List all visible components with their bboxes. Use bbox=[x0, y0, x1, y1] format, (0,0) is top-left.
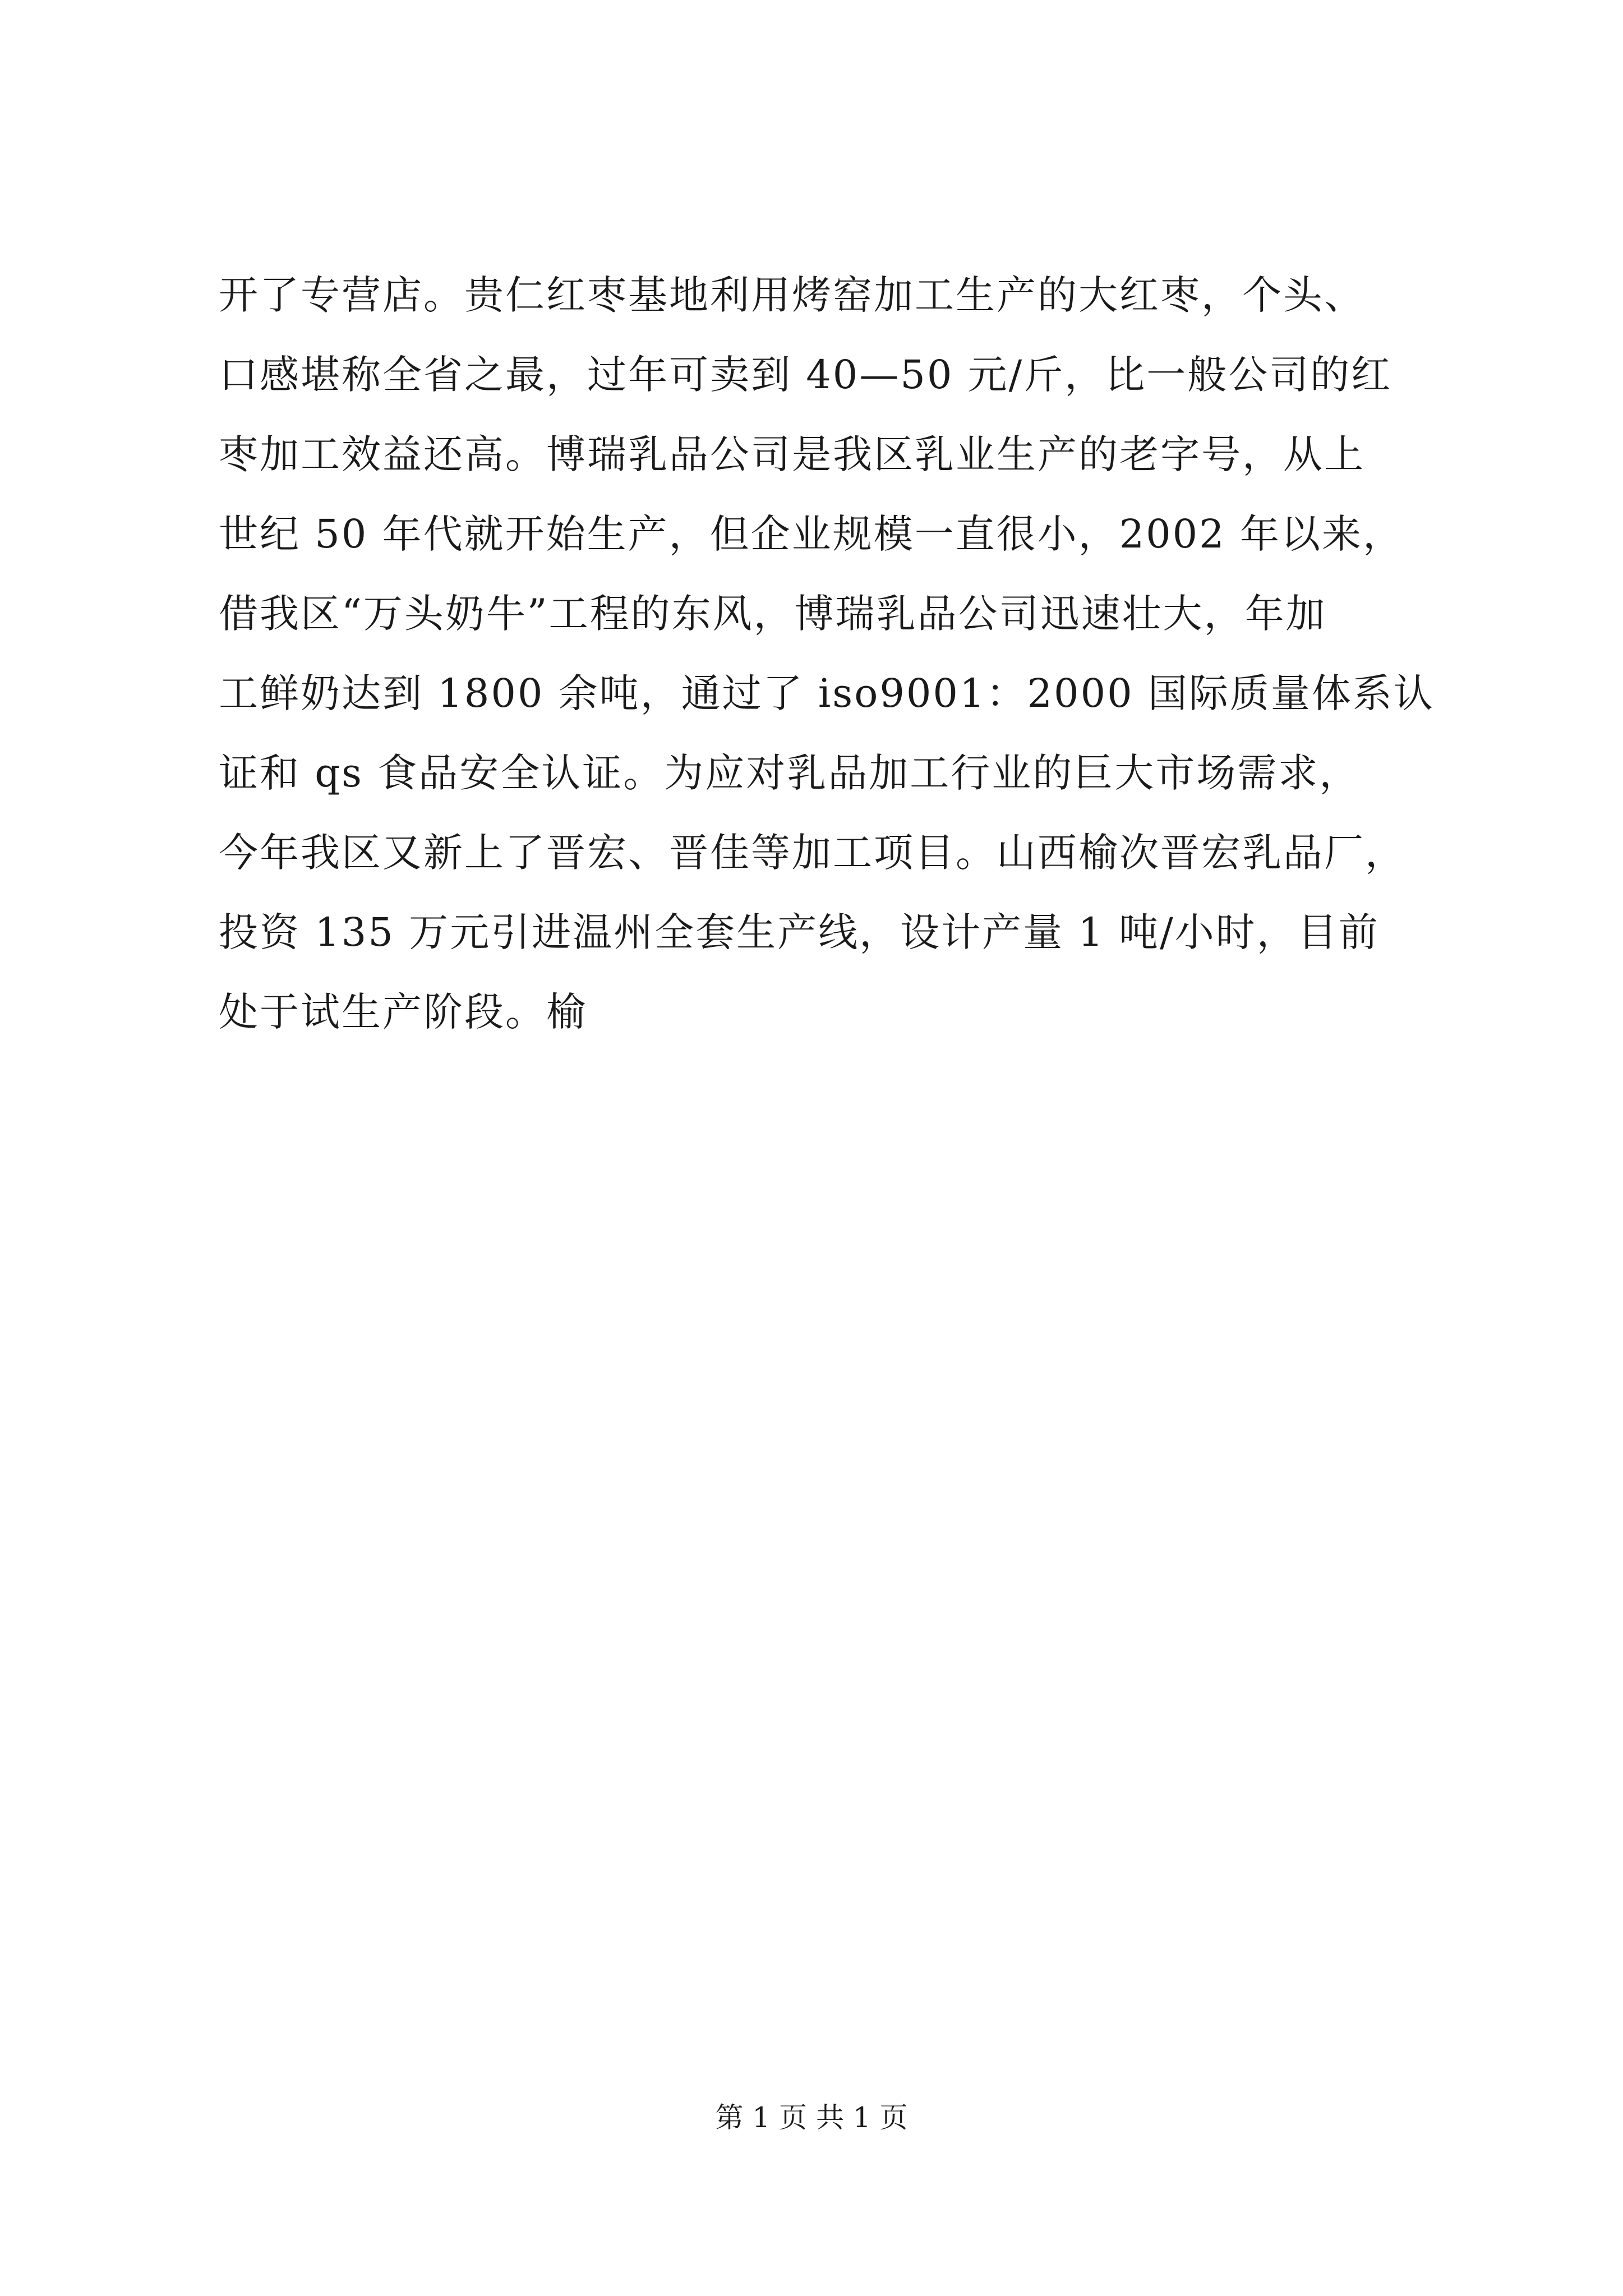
page-footer bbox=[0, 2098, 1623, 2137]
text-line: 工鲜奶达到 1800 余吨，通过了 iso9001：2000 国际质量体系认 bbox=[219, 670, 1435, 716]
text-line: 证和 qs 食品安全认证。为应对乳品加工行业的巨大市场需求， bbox=[219, 750, 1361, 796]
text-line: 处于试生产阶段。榆 bbox=[219, 989, 587, 1035]
text-line: 枣加工效益还高。博瑞乳品公司是我区乳业生产的老字号，从上 bbox=[219, 431, 1365, 477]
text-line: 借我区“万头奶牛”工程的东风，博瑞乳品公司迅速壮大，年加 bbox=[219, 591, 1327, 637]
text-line: 世纪 50 年代就开始生产，但企业规模一直很小，2002 年以来， bbox=[219, 511, 1404, 557]
text-line: 投资 135 万元引进温州全套生产线，设计产量 1 吨/小时，目前 bbox=[219, 909, 1380, 955]
page-number: 第 1 页 共 1 页 bbox=[715, 2101, 908, 2134]
body-text bbox=[219, 255, 1435, 1052]
text-line: 开了专营店。贵仁红枣基地利用烤窑加工生产的大红枣，个头、 bbox=[219, 272, 1365, 318]
text-line: 口感堪称全省之最，过年可卖到 40—50 元/斤，比一般公司的红 bbox=[219, 352, 1393, 398]
text-line: 今年我区又新上了晋宏、晋佳等加工项目。山西榆次晋宏乳品厂， bbox=[219, 830, 1406, 876]
